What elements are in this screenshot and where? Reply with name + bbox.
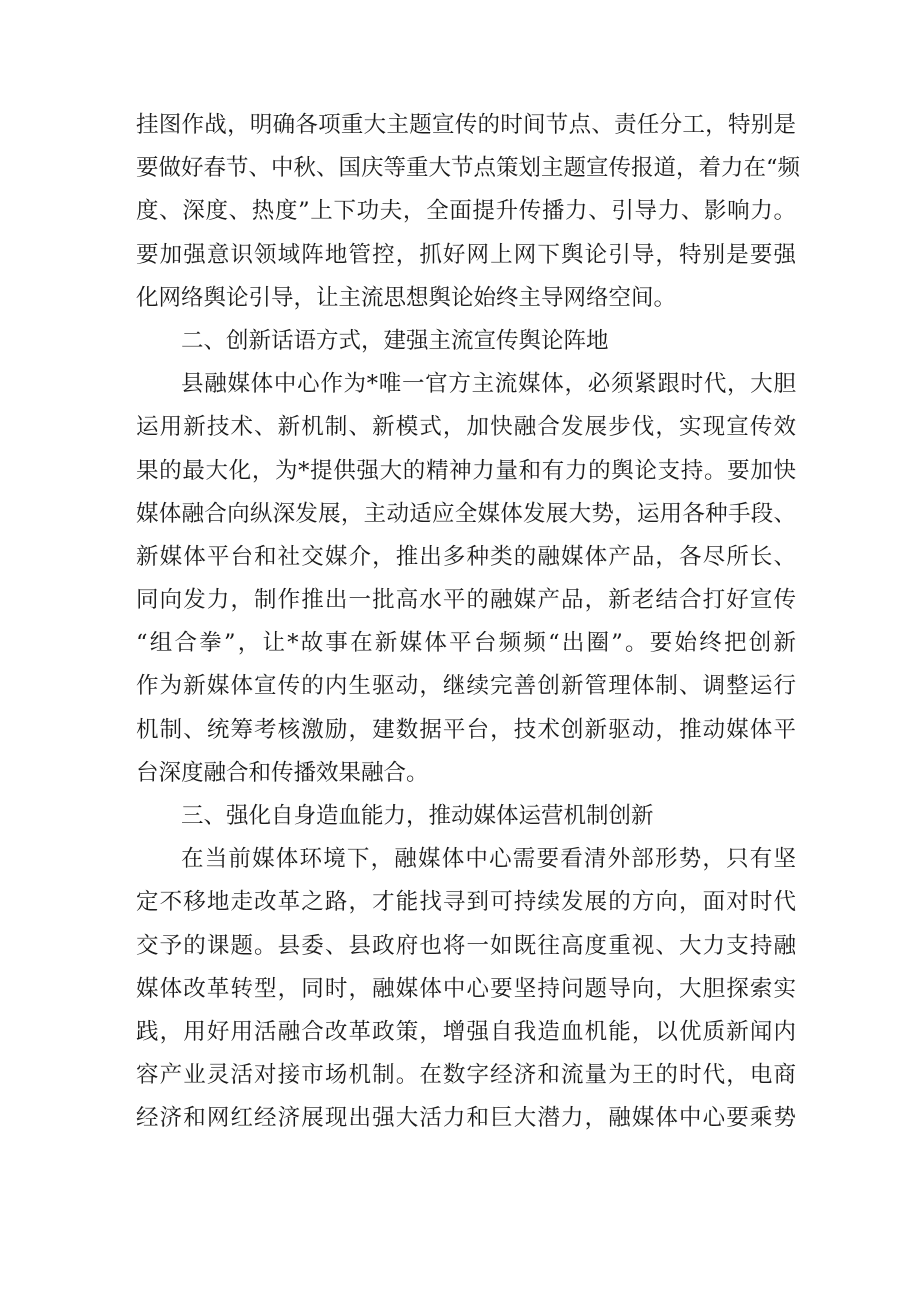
paragraph-line: 定不移地走改革之路，才能找寻到可持续发展的方向，面对时代: [136, 889, 796, 916]
paragraph-line: 容产业灵活对接市场机制。在数字经济和流量为王的时代，电商: [136, 1062, 796, 1089]
paragraph-line: 经济和网红经济展现出强大活力和巨大潜力，融媒体中心要乘势: [136, 1105, 796, 1132]
paragraph-line: 在当前媒体环境下，融媒体中心需要看清外部形势，只有坚: [181, 846, 796, 873]
paragraph-line: 运用新技术、新机制、新模式，加快融合发展步伐，实现宣传效: [136, 414, 796, 441]
paragraph-line: 要加强意识领域阵地管控，抓好网上网下舆论引导，特别是要强: [136, 241, 796, 268]
paragraph-line: 果的最大化，为*提供强大的精神力量和有力的舆论支持。要加快: [136, 457, 796, 484]
section-heading: 三、强化自身造血能力，推动媒体运营机制创新: [181, 803, 654, 829]
paragraph-line: 媒体改革转型，同时，融媒体中心要坚持问题导向，大胆探索实: [136, 975, 796, 1002]
paragraph-line: 媒体融合向纵深发展，主动适应全媒体发展大势，运用各种手段、: [136, 500, 796, 527]
paragraph-line: 挂图作战，明确各项重大主题宣传的时间节点、责任分工，特别是: [136, 112, 796, 138]
paragraph-line: 践，用好用活融合改革政策，增强自我造血机能，以优质新闻内: [136, 1018, 796, 1045]
document-body: [136, 104, 801, 1141]
paragraph-line: 度、深度、热度”上下功夫，全面提升传播力、引导力、影响力。: [136, 198, 796, 225]
paragraph-line: 化网络舆论引导，让主流思想舆论始终主导网络空间。: [136, 284, 677, 311]
paragraph-line: 新媒体平台和社交媒介，推出多种类的融媒体产品，各尽所长、: [136, 543, 796, 570]
paragraph-line: 同向发力，制作推出一批高水平的融媒产品，新老结合打好宣传: [136, 587, 796, 614]
paragraph-line: 机制、统筹考核激励，建数据平台，技术创新驱动，推动媒体平: [136, 716, 796, 743]
paragraph-line: 县融媒体中心作为*唯一官方主流媒体，必须紧跟时代，大胆: [181, 371, 796, 398]
paragraph-line: 作为新媒体宣传的内生驱动，继续完善创新管理体制、调整运行: [136, 673, 796, 700]
paragraph-line: 要做好春节、中秋、国庆等重大节点策划主题宣传报道，着力在“频: [136, 155, 801, 182]
paragraph-line: “组合拳”，让*故事在新媒体平台频频“出圈”。要始终把创新: [136, 630, 796, 657]
paragraph-line: 台深度融合和传播效果融合。: [136, 759, 429, 786]
paragraph-line: 交予的课题。县委、县政府也将一如既往高度重视、大力支持融: [136, 932, 796, 959]
section-heading: 二、创新话语方式，建强主流宣传舆论阵地: [181, 327, 609, 354]
